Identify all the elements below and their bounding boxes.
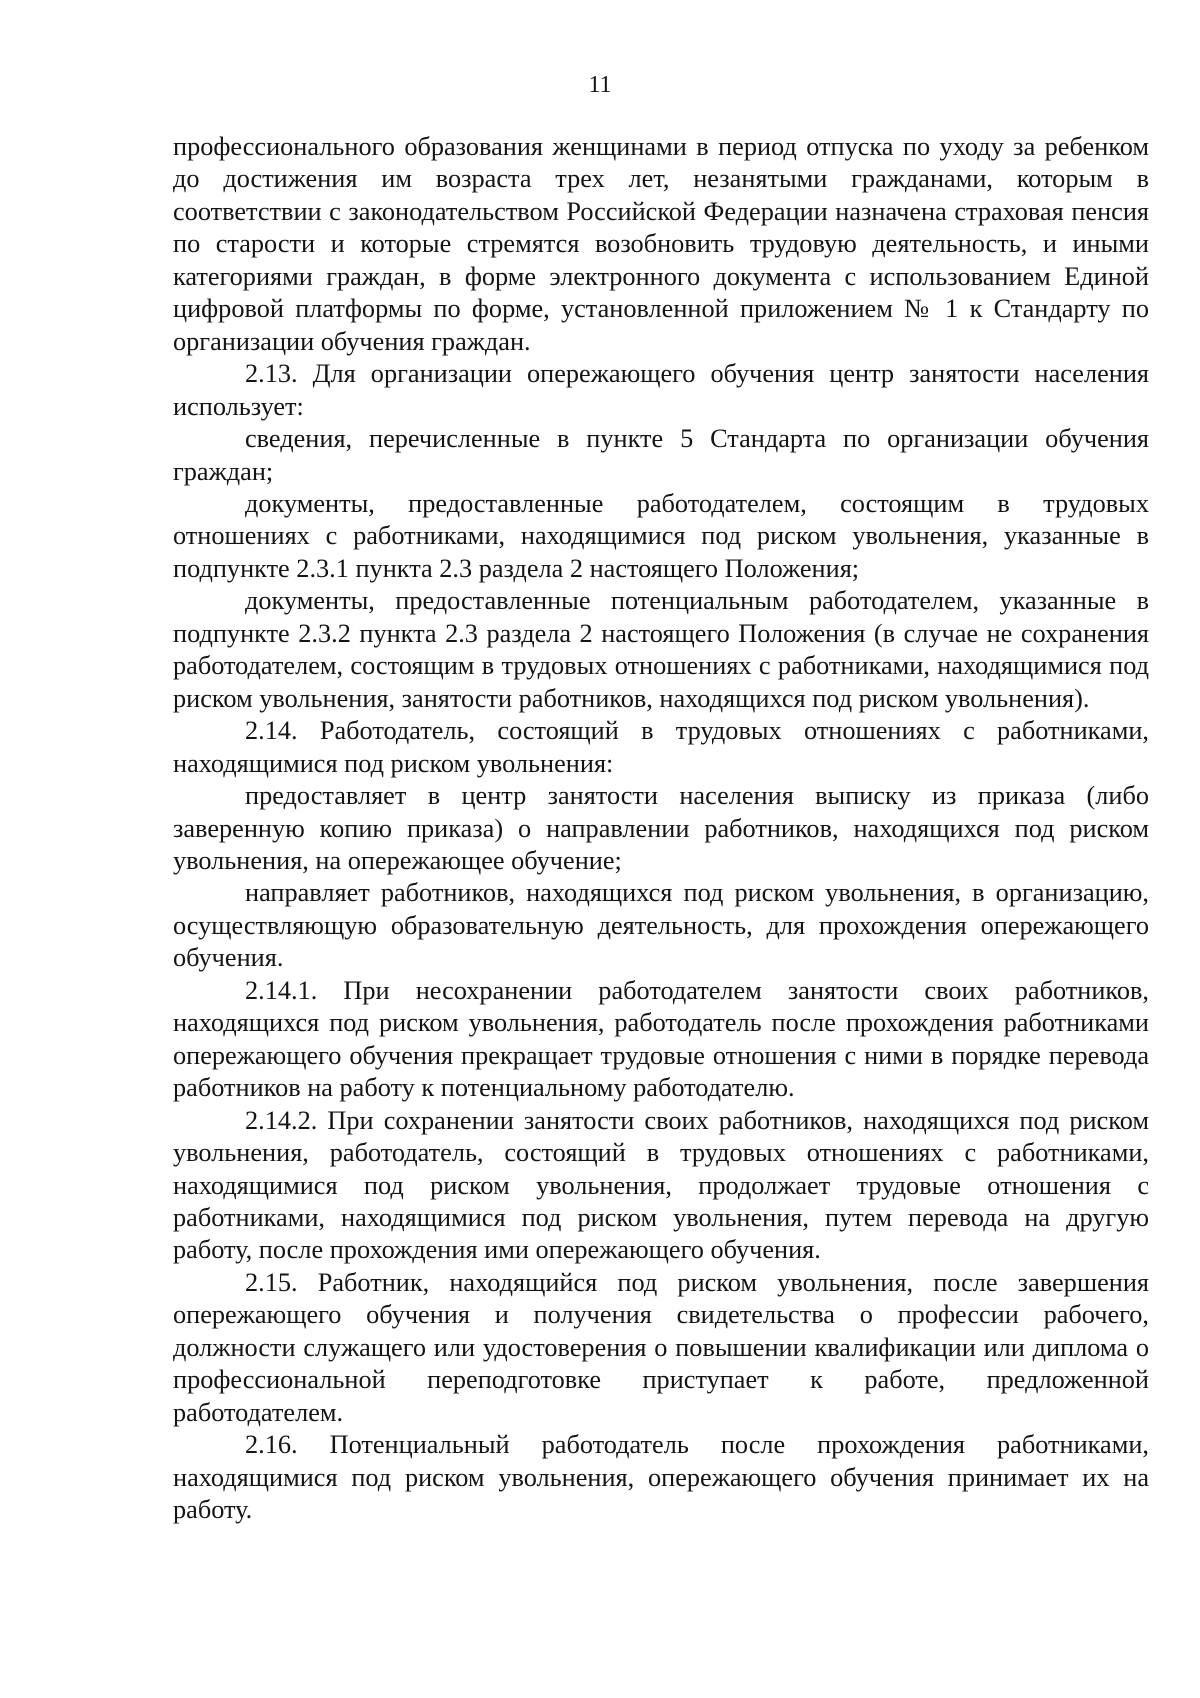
page-number: 11	[588, 72, 612, 98]
paragraph-2-14-2: 2.14.2. При сохранении занятости своих работников, находящихся под риском увольнения, работодатель, состоящий в трудовых отношениях с работниками, находящимися под риском увольнения, продолжает трудовые отношения с работниками, находящимися под риском увольнения, путем перевода на другую работу, после прохождения ими опережающего обучения.	[173, 1105, 1149, 1265]
paragraph-continuation: профессионального образования женщинами в период отпуска по уходу за ребенком до достижения им возраста трех лет, незанятыми гражданами, которым в соответствии с законодательством Российской Федерации назначена страховая пенсия по старости и которые стремятся возобновить трудовую деятельность, и иными категориями граждан, в форме электронного документа с использованием Единой цифровой платформы по форме, установленной приложением № 1 к Стандарту по организации обучения граждан.	[173, 132, 1149, 356]
list-item-order-extract: предоставляет в центр занятости населения выписку из приказа (либо заверенную копию приказа) о направлении работников, находящихся под риском увольнения, на опережающее обучение;	[173, 781, 1149, 875]
paragraph-2-13: 2.13. Для организации опережающего обучения центр занятости населения использует:	[173, 359, 1149, 421]
list-item-employer-docs: документы, предоставленные работодателем, состоящим в трудовых отношениях с работниками, находящимися под риском увольнения, указанные в подпункте 2.3.1 пункта 2.3 раздела 2 настоящего Положения;	[173, 488, 1149, 583]
list-item-info: сведения, перечисленные в пункте 5 Стандарта по организации обучения граждан;	[173, 424, 1149, 486]
paragraph-2-16: 2.16. Потенциальный работодатель после прохождения работниками, находящимися под риском увольнения, опережающего обучения принимает их на работу.	[173, 1430, 1149, 1525]
document-body	[173, 131, 1149, 1526]
paragraph-2-14: 2.14. Работодатель, состоящий в трудовых отношениях с работниками, находящимися под риском увольнения:	[173, 716, 1149, 778]
list-item-potential-employer-docs: документы, предоставленные потенциальным работодателем, указанные в подпункте 2.3.2 пункта 2.3 раздела 2 настоящего Положения (в случае не сохранения работодателем, состоящим в трудовых отношениях с работниками, находящимися под риском увольнения, занятости работников, находящихся под риском увольнения).	[173, 586, 1149, 713]
paragraph-2-14-1: 2.14.1. При несохранении работодателем занятости своих работников, находящихся под риском увольнения, работодатель после прохождения работниками опережающего обучения прекращает трудовые отношения с ними в порядке перевода работников на работу к потенциальному работодателю.	[173, 975, 1149, 1103]
paragraph-2-15: 2.15. Работник, находящийся под риском увольнения, после завершения опережающего обучения и получения свидетельства о профессии рабочего, должности служащего или удостоверения о повышении квалификации или диплома о профессиональной переподготовке приступает к работе, предложенной работодателем.	[173, 1267, 1149, 1427]
list-item-send-workers: направляет работников, находящихся под риском увольнения, в организацию, осуществляющую образовательную деятельность, для прохождения опережающего обучения.	[173, 878, 1149, 973]
